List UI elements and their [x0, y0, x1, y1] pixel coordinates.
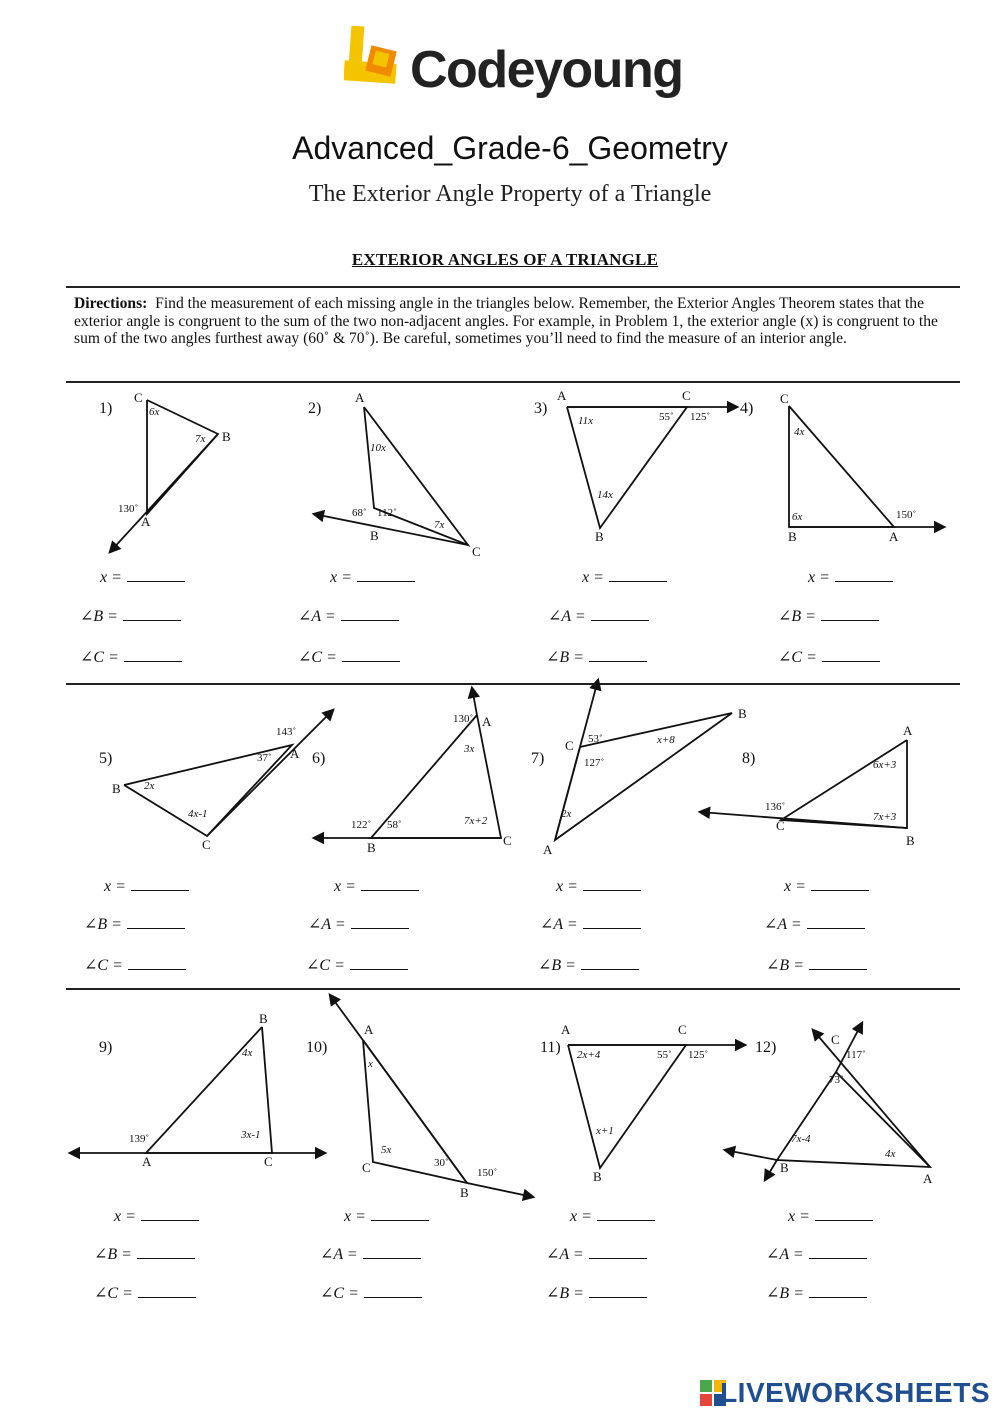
answer-field[interactable]: x = — [100, 567, 185, 587]
angle-label: 130˚ — [118, 503, 139, 515]
angle-label: 130˚ — [453, 713, 474, 725]
answer-field[interactable]: ∠C = — [94, 1283, 196, 1303]
answer-field[interactable]: ∠B = — [766, 955, 867, 975]
lesson-title: The Exterior Angle Property of a Triangle — [308, 181, 712, 207]
problem-number: 12) — [755, 1039, 777, 1056]
angle-label: x — [368, 1058, 373, 1070]
vertex-label: C — [362, 1160, 371, 1175]
angle-label: 4x — [794, 426, 805, 438]
answer-field[interactable]: x = — [344, 1206, 429, 1226]
angle-label: 122˚ — [351, 819, 372, 831]
vertex-label: B — [112, 781, 121, 796]
answer-field[interactable]: x = — [114, 1206, 199, 1226]
angle-label: 2x — [561, 808, 572, 820]
answer-field[interactable]: x = — [330, 567, 415, 587]
problem-number: 4) — [740, 400, 754, 417]
vertex-label: A — [355, 390, 365, 405]
triangle-7 — [555, 713, 732, 840]
answer-field[interactable]: ∠C = — [298, 647, 400, 667]
answer-field[interactable]: ∠B = — [546, 647, 647, 667]
vertex-label: A — [141, 514, 151, 529]
worksheet-title: EXTERIOR ANGLES OF A TRIANGLE — [351, 250, 659, 269]
vertex-label: C — [503, 833, 512, 848]
answer-field[interactable]: ∠A = — [540, 914, 641, 934]
angle-label: 5x — [381, 1144, 392, 1156]
vertex-label: B — [259, 1011, 268, 1026]
angle-label: 3x — [464, 743, 475, 755]
vertex-label: B — [460, 1185, 469, 1200]
answer-field[interactable]: ∠C = — [84, 955, 186, 975]
angle-label: x+1 — [596, 1125, 614, 1137]
angle-label: 55˚ — [659, 411, 674, 423]
angle-label: 125˚ — [688, 1049, 709, 1061]
answer-field[interactable]: ∠B = — [778, 606, 879, 626]
answer-field[interactable]: ∠A = — [548, 606, 649, 626]
problem-number: 10) — [306, 1039, 328, 1056]
angle-label: 37˚ — [257, 752, 272, 764]
problem-number: 1) — [99, 400, 113, 417]
angle-label: 7x-4 — [791, 1133, 811, 1145]
answer-field[interactable]: ∠C = — [306, 955, 408, 975]
answer-field[interactable]: x = — [582, 567, 667, 587]
liveworksheets-watermark[interactable]: LIVEWORKSHEETS — [720, 1377, 990, 1408]
vertex-label: B — [738, 706, 747, 721]
answer-field[interactable]: ∠B = — [84, 914, 185, 934]
angle-label: 58˚ — [387, 819, 402, 831]
angle-label: 6x — [792, 511, 803, 523]
problem-number: 9) — [99, 1039, 113, 1056]
answer-field[interactable]: ∠C = — [80, 647, 182, 667]
angle-label: 150˚ — [896, 509, 917, 521]
vertex-label: C — [678, 1022, 687, 1037]
answer-field[interactable]: ∠A = — [764, 914, 865, 934]
vertex-label: C — [831, 1032, 840, 1047]
triangle-11 — [568, 1045, 686, 1168]
angle-label: x+8 — [657, 734, 675, 746]
vertex-label: A — [482, 714, 492, 729]
answer-field[interactable]: ∠A = — [298, 606, 399, 626]
vertex-label: C — [565, 738, 574, 753]
vertex-label: A — [543, 842, 553, 857]
angle-label: 117˚ — [846, 1049, 866, 1061]
angle-label: 136˚ — [765, 801, 786, 813]
answer-field[interactable]: ∠B = — [546, 1283, 647, 1303]
answer-field[interactable]: ∠A = — [308, 914, 409, 934]
angle-label: 139˚ — [129, 1133, 150, 1145]
angle-label: 10x — [370, 442, 386, 454]
angle-label: 68˚ — [352, 507, 367, 519]
angle-label: 7x+3 — [873, 811, 897, 823]
answer-field[interactable]: ∠B = — [538, 955, 639, 975]
directions-text: Find the measurement of each missing angle in the triangles below. Remember, the Exterior Angles Theorem states that the exterior angle is congruent to the sum of the two non-adjacent angles. For example, in Problem 1, the exterior angle (x) is congruent to the sum of the two angles furthest away (60˚ & 70˚). Be careful, sometimes you’ll need to find the measure of an interior angle. — [74, 295, 938, 347]
vertex-label: A — [903, 723, 913, 738]
vertex-label: A — [142, 1154, 152, 1169]
vertex-label: B — [367, 840, 376, 855]
answer-field[interactable]: x = — [784, 876, 869, 896]
vertex-label: A — [290, 746, 300, 761]
vertex-label: B — [595, 529, 604, 544]
vertex-label: A — [561, 1022, 571, 1037]
angle-label: 2x — [144, 780, 155, 792]
angle-label: 6x — [149, 406, 160, 418]
angle-label: 125˚ — [690, 411, 711, 423]
answer-field[interactable]: ∠B = — [766, 1283, 867, 1303]
answer-field[interactable]: ∠C = — [320, 1283, 422, 1303]
directions-label: Directions: — [74, 295, 148, 312]
answer-field[interactable]: ∠B = — [94, 1244, 195, 1264]
angle-label: 73˚ — [829, 1074, 844, 1086]
vertex-label: B — [788, 529, 797, 544]
answer-field[interactable]: ∠C = — [778, 647, 880, 667]
angle-label: 2x+4 — [577, 1049, 601, 1061]
problem-number: 7) — [531, 750, 545, 767]
vertex-label: A — [923, 1171, 933, 1186]
answer-field[interactable]: ∠A = — [766, 1244, 867, 1264]
angle-label: 6x+3 — [873, 759, 897, 771]
angle-label: 143˚ — [276, 726, 297, 738]
vertex-label: B — [906, 833, 915, 848]
angle-label: 4x-1 — [188, 808, 208, 820]
problem-number: 11) — [540, 1039, 561, 1056]
vertex-label: C — [682, 388, 691, 403]
triangle-12 — [777, 1072, 930, 1167]
angle-label: 3x-1 — [241, 1129, 261, 1141]
angle-label: 127˚ — [584, 757, 605, 769]
answer-field[interactable]: x = — [788, 1206, 873, 1226]
answer-field[interactable]: ∠A = — [320, 1244, 421, 1264]
angle-label: 112˚ — [377, 507, 397, 519]
answer-field[interactable]: x = — [570, 1206, 655, 1226]
angle-label: 7x — [434, 519, 445, 531]
vertex-label: A — [364, 1022, 374, 1037]
answer-field[interactable]: x = — [104, 876, 189, 896]
triangle-2 — [364, 407, 468, 545]
brand-name: Codeyoung — [410, 41, 683, 99]
vertex-label: C — [202, 837, 211, 852]
angle-label: 7x+2 — [464, 815, 488, 827]
answer-field[interactable]: ∠A = — [546, 1244, 647, 1264]
triangle-4 — [789, 406, 894, 527]
problem-number: 8) — [742, 750, 756, 767]
problem-number: 6) — [312, 750, 326, 767]
answer-field[interactable]: x = — [808, 567, 893, 587]
angle-label: 4x — [242, 1047, 253, 1059]
vertex-label: B — [370, 528, 379, 543]
vertex-label: C — [134, 390, 143, 405]
vertex-label: B — [222, 429, 231, 444]
problem-number: 2) — [308, 400, 322, 417]
vertex-label: B — [593, 1169, 602, 1184]
vertex-label: C — [780, 391, 789, 406]
vertex-label: B — [780, 1160, 789, 1175]
angle-label: 55˚ — [657, 1049, 672, 1061]
angle-label: 30˚ — [434, 1157, 449, 1169]
angle-label: 4x — [885, 1148, 896, 1160]
problem-number: 5) — [99, 750, 113, 767]
answer-field[interactable]: x = — [334, 876, 419, 896]
angle-label: 7x — [195, 433, 206, 445]
vertex-label: C — [776, 818, 785, 833]
problem-number: 3) — [534, 400, 548, 417]
angle-label: 150˚ — [477, 1167, 498, 1179]
course-title: Advanced_Grade-6_Geometry — [292, 130, 728, 166]
vertex-label: C — [264, 1154, 273, 1169]
vertex-label: A — [557, 388, 567, 403]
angle-label: 53˚ — [588, 733, 603, 745]
angle-label: 11x — [578, 415, 594, 427]
answer-field[interactable]: x = — [556, 876, 641, 896]
angle-label: 14x — [597, 489, 613, 501]
answer-field[interactable]: ∠B = — [80, 606, 181, 626]
vertex-label: A — [889, 529, 899, 544]
vertex-label: C — [472, 544, 481, 559]
